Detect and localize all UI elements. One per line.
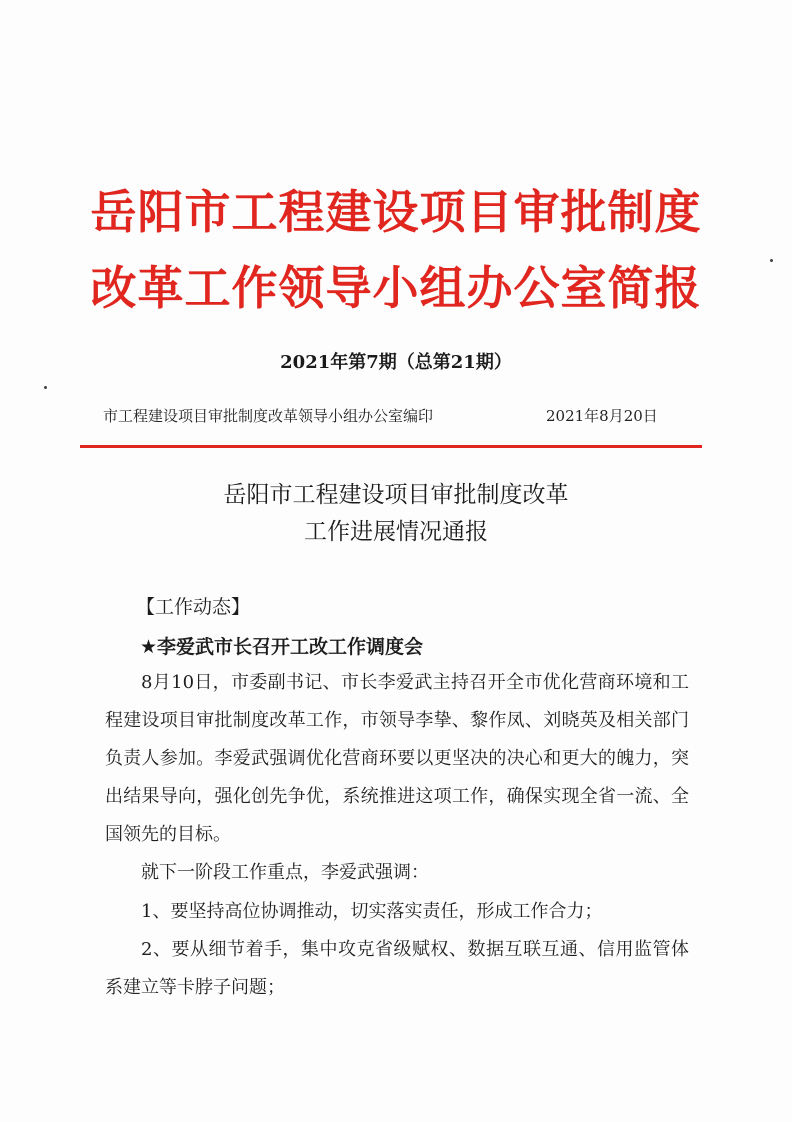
- scan-speck: [44, 386, 47, 389]
- section-label: 【工作动态】: [136, 596, 251, 618]
- masthead-title-line-2: 改革工作领导小组办公室简报: [90, 261, 702, 315]
- editor-unit: 市工程建设项目审批制度改革领导小组办公室编印: [103, 407, 434, 425]
- report-title-line-1: 岳阳市工程建设项目审批制度改革: [223, 482, 569, 508]
- publish-date: 2021年8月20日: [546, 407, 658, 425]
- red-divider: [80, 445, 702, 448]
- scan-speck: [770, 259, 773, 262]
- paragraph: 2、要从细节着手，集中攻克省级赋权、数据互联互通、信用监管体系建立等卡脖子问题；: [105, 939, 689, 998]
- paragraph: 8月10日，市委副书记、市长李爱武主持召开全市优化营商环境和工程建设项目审批制度改革工作，市领导李挚、黎作凤、刘晓英及相关部门负责人参加。李爱武强调优化营商环要以更坚决的决心和更大的魄力，突出结果导向，强化创先争优，系统推进这项工作，确保实现全省一流、全国领先的目标。: [105, 672, 689, 845]
- paragraph: 就下一阶段工作重点，李爱武强调：: [141, 862, 429, 883]
- paragraph: 1、要坚持高位协调推动，切实落实责任，形成工作合力；: [141, 901, 603, 922]
- news-headline: ★李爱武市长召开工改工作调度会: [140, 636, 424, 658]
- masthead-title-line-1: 岳阳市工程建设项目审批制度: [90, 185, 702, 239]
- issue-number: 2021年第7期（总第21期）: [280, 352, 512, 373]
- report-title-line-2: 工作进展情况通报: [304, 519, 488, 545]
